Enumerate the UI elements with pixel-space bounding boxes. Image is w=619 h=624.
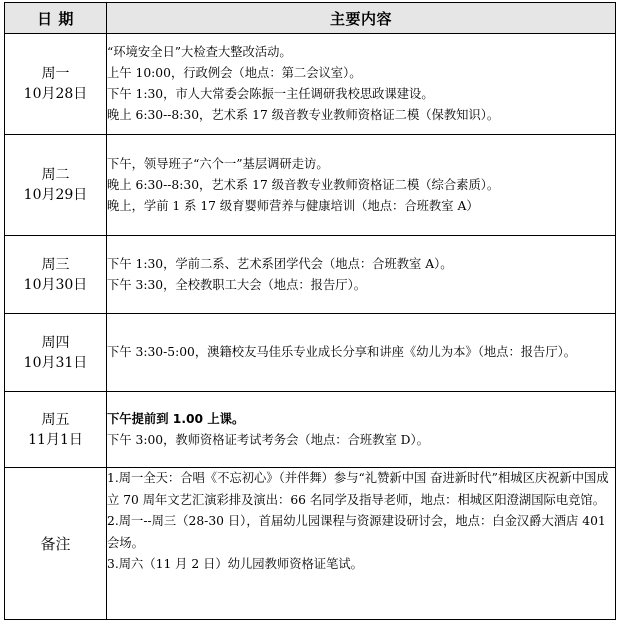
note-item: 2.周一--周三（28-30 日），首届幼儿园课程与资源建设研讨会，地点：白金汉爵大酒店 401 会场。 <box>107 514 606 550</box>
schedule-item: 晚上，学前 1 系 17 级育婴师营养与健康培训（地点：合班教室 A） <box>107 198 479 213</box>
date-label: 10月28日 <box>23 86 88 102</box>
weekly-schedule-table <box>4 2 616 620</box>
day-cell <box>5 236 107 314</box>
day-cell <box>5 392 107 468</box>
date-label: 11月1日 <box>28 431 83 448</box>
schedule-item: “环境安全日”大检查大整改活动。 <box>107 45 292 59</box>
day-cell <box>5 34 107 135</box>
note-item: 3.周六（11 月 2 日）幼儿园教师资格证笔试。 <box>107 557 363 571</box>
content-cell <box>107 236 616 314</box>
schedule-item: 下午，领导班子“六个一”基层调研走访。 <box>107 156 329 171</box>
note-item: 1.周一全天：合唱《不忘初心》（并伴舞）参与“礼赞新中国 奋进新时代”相城区庆祝新中国成立 70 周年文艺汇演彩排及演出：66 名同学及指导老师，地点：相城区阳澄湖国际电竞馆。 <box>107 471 609 507</box>
day-cell <box>5 314 107 392</box>
table-row <box>5 34 616 135</box>
date-label: 10月29日 <box>23 187 88 203</box>
content-cell <box>107 135 616 236</box>
date-label: 10月30日 <box>23 276 88 293</box>
schedule-item: 上午 10:00，行政例会（地点：第二会议室）。 <box>107 66 362 80</box>
table-row <box>5 392 616 468</box>
notes-row <box>5 468 616 620</box>
content-cell <box>107 34 616 135</box>
schedule-item: 晚上 6:30--8:30，艺术系 17 级音教专业教师资格证二模（保教知识）。 <box>107 108 500 122</box>
day-cell <box>5 135 107 236</box>
notes-cell <box>107 468 616 620</box>
weekday-label: 周三 <box>41 256 70 273</box>
table-row <box>5 314 616 392</box>
weekday-label: 周五 <box>41 411 70 428</box>
table-row <box>5 236 616 314</box>
table-row <box>5 135 616 236</box>
content-cell <box>107 392 616 468</box>
schedule-item: 下午 3:00，教师资格证考试考务会（地点：合班教室 D）。 <box>107 432 429 447</box>
schedule-item-highlight: 下午提前到 1.00 上课。 <box>107 411 245 426</box>
schedule-item: 下午 3:30-5:00，澳籍校友马佳乐专业成长分享和讲座《幼儿为本》（地点：报告厅）。 <box>107 345 577 359</box>
weekday-label: 周一 <box>41 66 70 82</box>
notes-label: 备注 <box>5 468 107 620</box>
schedule-item: 下午 1:30，市人大常委会陈振一主任调研我校思政课建设。 <box>107 87 434 101</box>
content-cell <box>107 314 616 392</box>
header-row <box>5 3 616 34</box>
schedule-item: 下午 1:30，学前二系、艺术系团学代会（地点：合班教室 A）。 <box>107 256 453 271</box>
date-label: 10月31日 <box>23 354 88 371</box>
weekday-label: 周二 <box>41 167 70 183</box>
date-column-header: 日 期 <box>5 3 107 34</box>
schedule-item: 晚上 6:30--8:30，艺术系 17 级音教专业教师资格证二模（综合素质）。 <box>107 177 500 192</box>
content-column-header: 主要内容 <box>107 3 616 34</box>
schedule-item: 下午 3:30，全校教职工大会（地点：报告厅）。 <box>107 277 367 292</box>
weekday-label: 周四 <box>41 334 70 351</box>
